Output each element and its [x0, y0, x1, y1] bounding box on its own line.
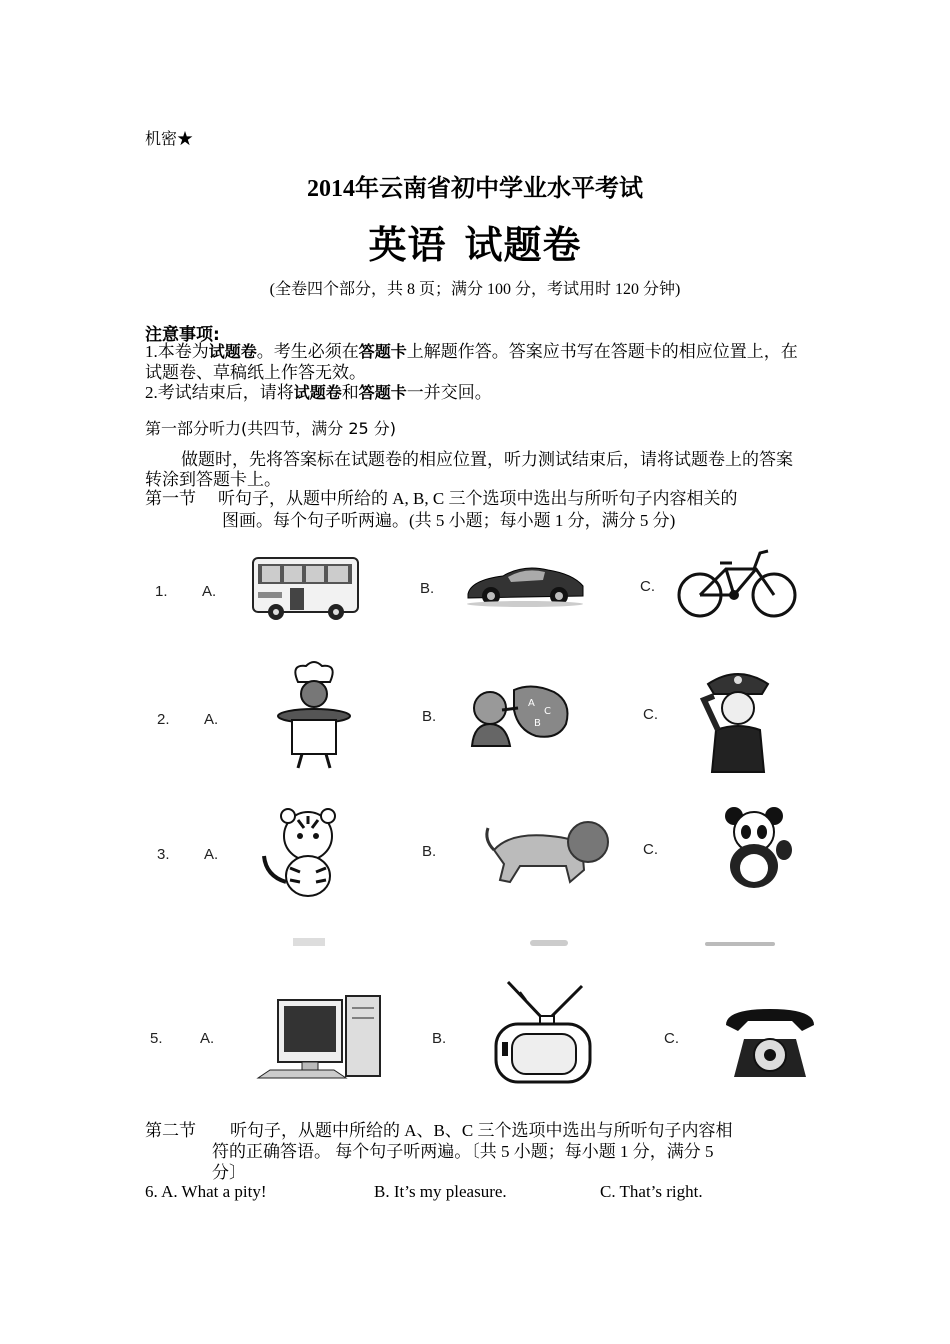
bus-picture [250, 552, 362, 622]
q3-option-c: C. [643, 841, 658, 858]
section1-label: 第一节 [145, 489, 196, 508]
bicycle-picture [676, 545, 798, 621]
subject-label: 英语 [368, 225, 447, 267]
section1-instruction: 听句子，从题中所给的 A, B, C 三个选项中选出与所听句子内容相关的 图画。每个句子听两遍。(共 5 小题；每小题 1 分，满分 5 分) [218, 489, 738, 530]
q5-number: 5. [150, 1030, 163, 1047]
cook-picture [274, 660, 354, 772]
part1-instruction: 做题时，先将答案标在试题卷的相应位置，听力测试结束后，请将试题卷上的答案转涂到答题卡上。 [145, 450, 793, 489]
lion-picture [480, 810, 612, 888]
q6-line [145, 1182, 267, 1202]
q4-image-fragment-b [530, 940, 568, 946]
q6-option-b: B. It’s my pleasure. [374, 1182, 507, 1201]
television-picture [490, 972, 602, 1086]
part1-heading: 第一部分听力(共四节，满分 25 分) [145, 419, 397, 438]
q5-option-b: B. [432, 1030, 447, 1047]
secret-label: 机密★ [145, 131, 194, 148]
q3-number: 3. [157, 846, 170, 863]
q2-option-c: C. [643, 706, 658, 723]
q4-image-fragment-a [293, 938, 325, 946]
q1-number: 1. [155, 583, 168, 600]
q2-option-a: A. [204, 711, 219, 728]
section2-instruction: 听句子，从题中所给的 A、B、C 三个选项中选出与所听句子内容相 符的正确答语。 每个句子听两遍。〔共 5 小题；每小题 1 分，满分 5 分〕 [212, 1121, 733, 1182]
svg-text:A: A [528, 698, 535, 709]
notice-heading: 注意事项: [145, 325, 220, 345]
student-picture [462, 680, 574, 750]
q1-option-b: B. [420, 580, 435, 597]
q3-option-b: B. [422, 843, 437, 860]
exam-title: 2014年云南省初中学业水平考试 [307, 176, 643, 202]
section2-label: 第二节 [145, 1121, 196, 1140]
sports-car-picture [463, 556, 588, 608]
q3-option-a: A. [204, 846, 219, 863]
q1-option-a: A. [202, 583, 217, 600]
paper-label: 试题卷 [464, 225, 582, 267]
svg-text:C: C [544, 706, 551, 717]
q5-option-a: A. [200, 1030, 215, 1047]
q6-number: 6. [145, 1182, 158, 1201]
q5-option-c: C. [664, 1030, 679, 1047]
telephone-picture [722, 1005, 818, 1083]
panda-picture [716, 804, 794, 890]
q6-option-c: C. That’s right. [600, 1182, 703, 1201]
q4-image-fragment-c [705, 942, 775, 946]
svg-text:B: B [534, 718, 541, 729]
policeman-picture [698, 664, 778, 776]
notice-item-2: 2.考试结束后，请将试题卷和答题卡一并交回。 [145, 383, 492, 402]
computer-picture [254, 992, 386, 1084]
q2-option-b: B. [422, 708, 437, 725]
q1-option-c: C. [640, 578, 655, 595]
notice-item-1: 1.本卷为试题卷。考生必须在答题卡上解题作答。答案应书写在答题卡的相应位置上，在试题卷、草稿纸上作答无效。 [145, 342, 798, 382]
q6-option-a: A. What a pity! [161, 1182, 267, 1201]
paper-title [0, 214, 950, 269]
tiger-picture [260, 806, 356, 898]
q2-number: 2. [157, 711, 170, 728]
exam-subtitle: (全卷四个部分，共 8 页；满分 100 分，考试用时 120 分钟) [269, 281, 681, 298]
